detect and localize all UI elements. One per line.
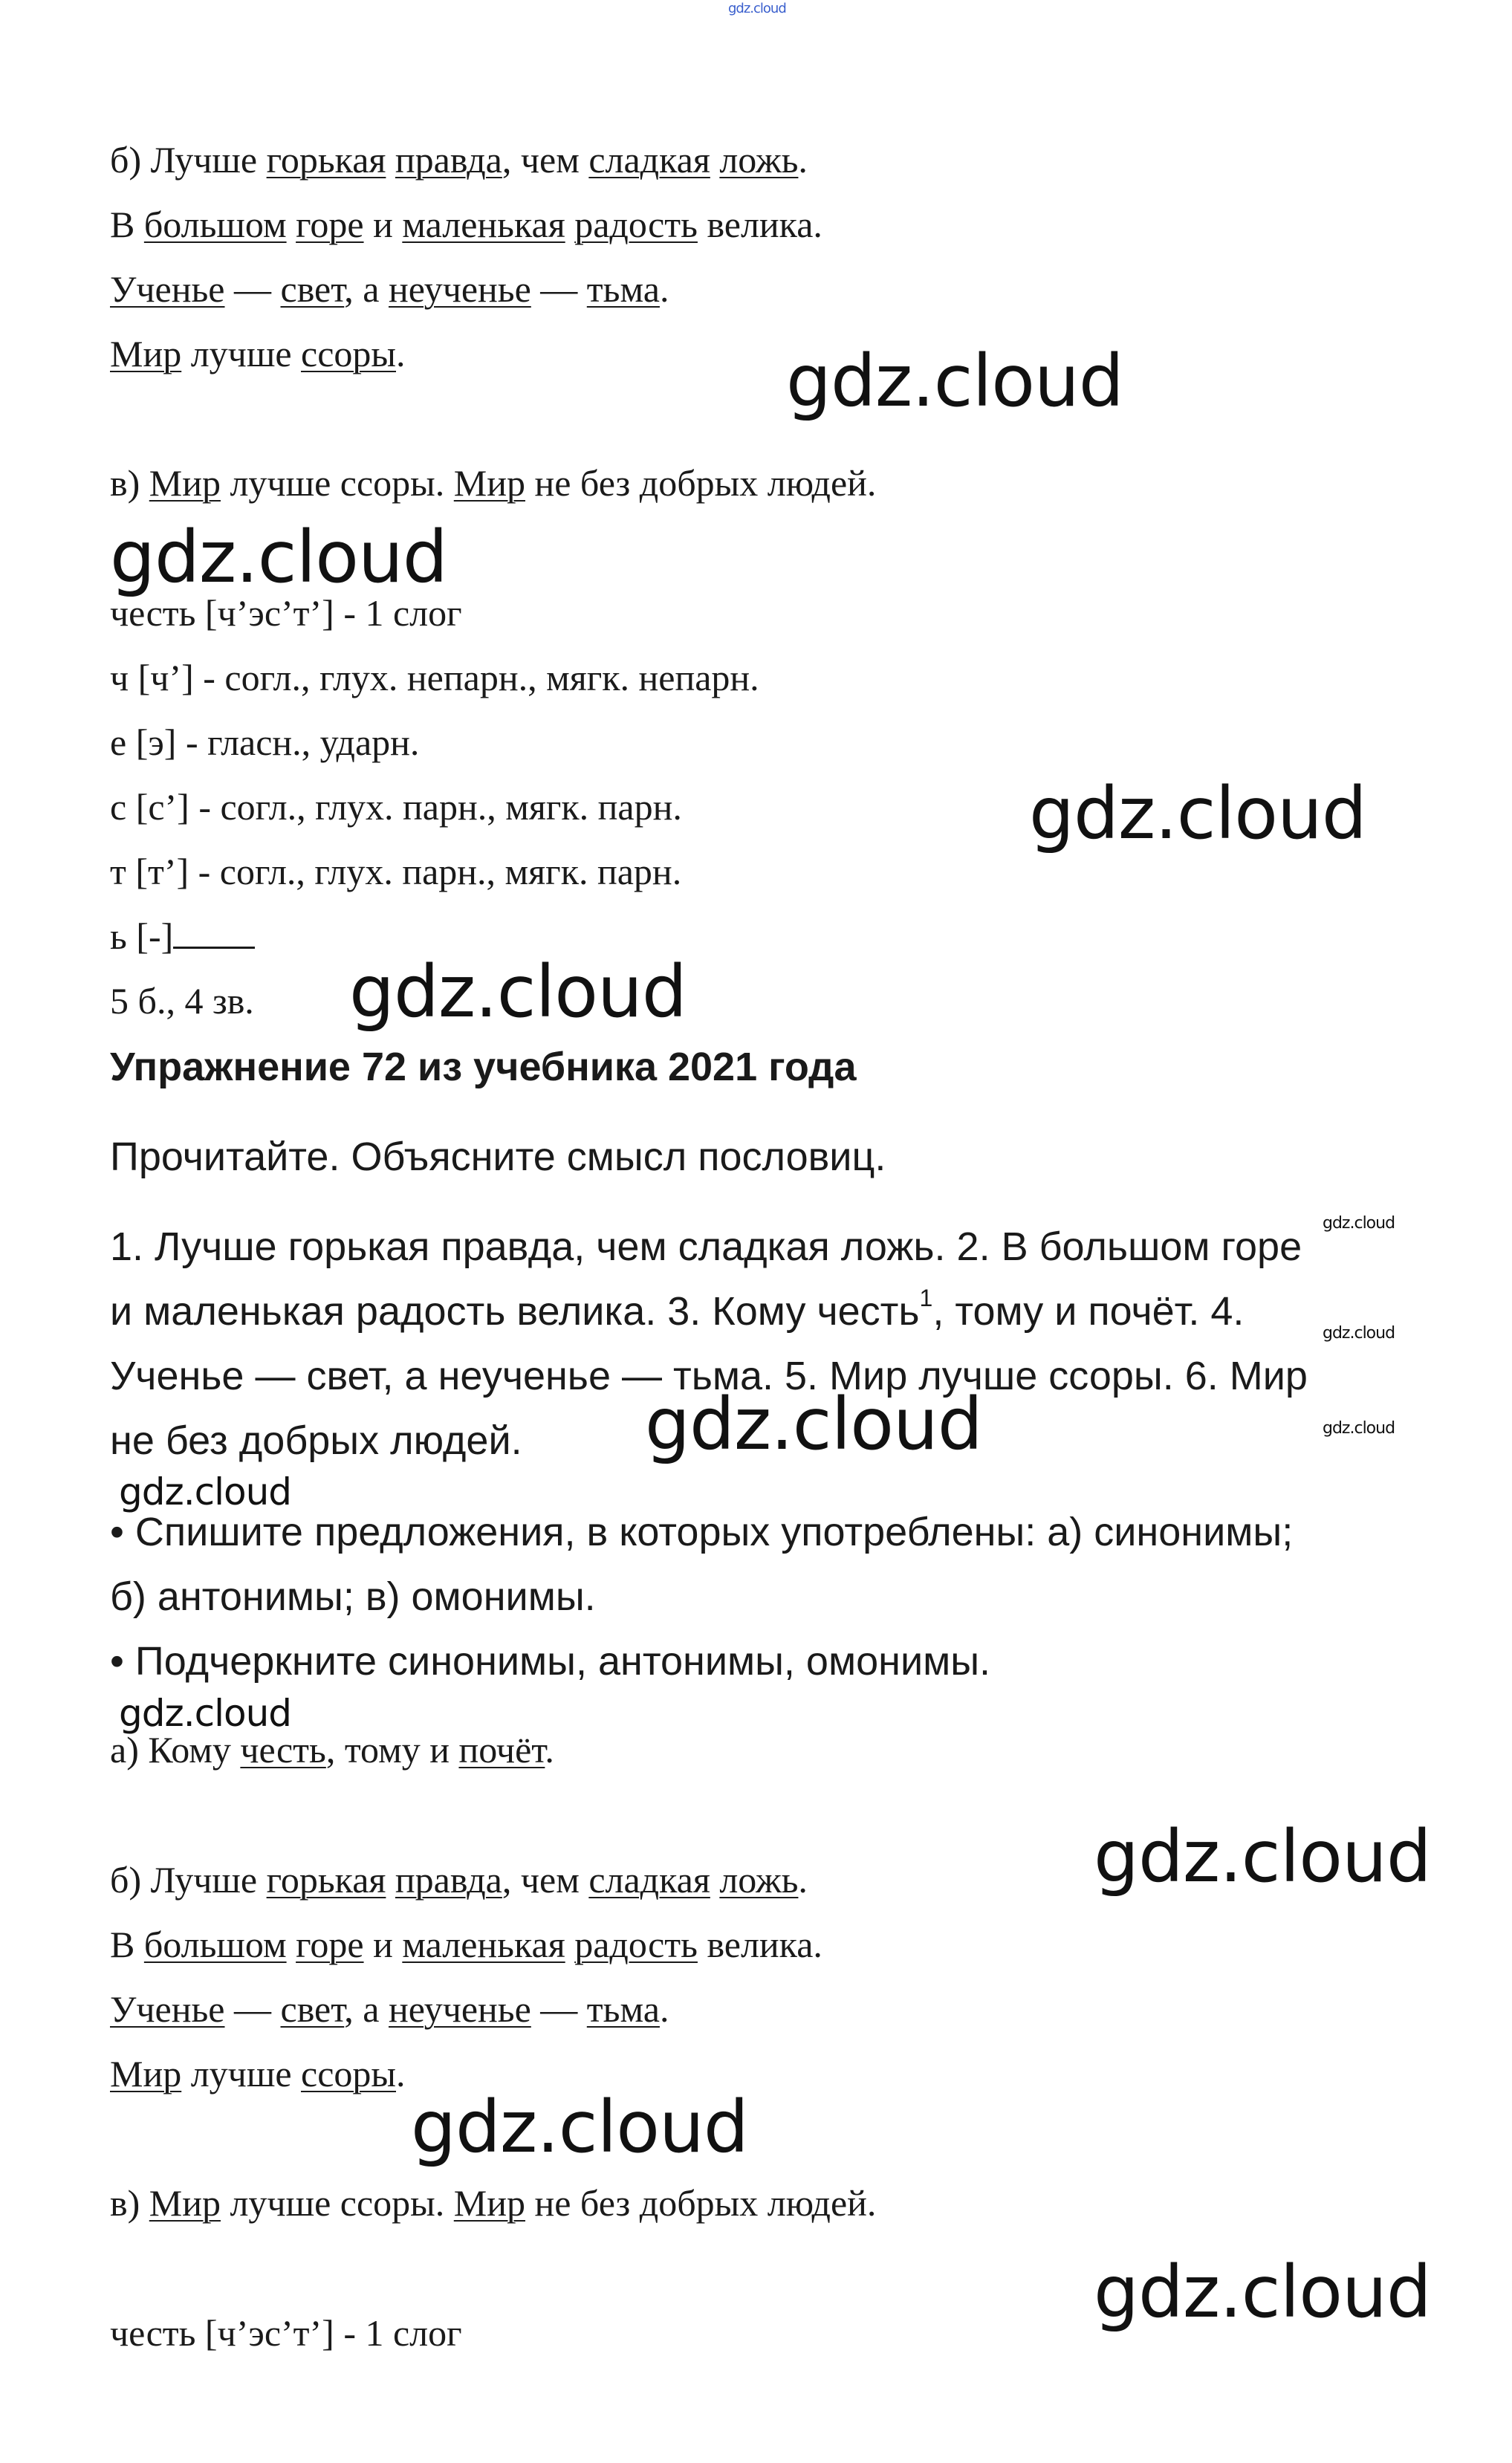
exercise-instruction: Прочитайте. Объясните смысл пословиц. (110, 1135, 886, 1179)
watermark: gdz.cloud (411, 2086, 748, 2169)
sentence-v: в) Мир лучше ссоры. Мир не без добрых людей. (110, 2182, 877, 2224)
phonetic-line: т [т’] - согл., глух. парн., мягк. парн. (110, 851, 682, 892)
watermark: gdz.cloud (1094, 1815, 1431, 1898)
watermark: gdz.cloud (110, 516, 447, 599)
sentence-b-line1: б) Лучше горькая правда, чем сладкая ложь. (110, 139, 808, 181)
sentence-b-line3: Ученье — свет, а неученье — тьма. (110, 1988, 669, 2030)
watermark: gdz.cloud (1323, 1419, 1395, 1438)
sentence-b-line4: Мир лучше ссоры. (110, 2053, 406, 2094)
exercise-text-line: Ученье — свет, а неученье — тьма. 5. Мир лучше ссоры. 6. Мир (110, 1354, 1308, 1398)
watermark: gdz.cloud (1323, 1324, 1395, 1343)
underlined-word: правда (395, 139, 502, 181)
blank-underline (173, 917, 255, 949)
phonetic-line: честь [ч’эс’т’] - 1 слог (110, 2312, 462, 2354)
watermark: gdz.cloud (1094, 2251, 1431, 2334)
phonetic-line: честь [ч’эс’т’] - 1 слог (110, 592, 462, 634)
sentence-b-line2: В большом горе и маленькая радость велика. (110, 204, 822, 245)
watermark: gdz.cloud (349, 950, 687, 1033)
exercise-text-line: 1. Лучше горькая правда, чем сладкая ложь. 2. В большом горе (110, 1224, 1302, 1269)
footnote-marker: 1 (919, 1285, 933, 1311)
watermark: gdz.cloud (786, 340, 1123, 423)
top-logo: gdz.cloud (728, 1, 786, 16)
watermark: gdz.cloud (645, 1383, 982, 1466)
sentence-b-line3: Ученье — свет, а неученье — тьма. (110, 268, 669, 310)
watermark: gdz.cloud (119, 1692, 292, 1735)
watermark: gdz.cloud (1029, 772, 1366, 855)
sentence-a: а) Кому честь, тому и почёт. (110, 1729, 554, 1771)
phonetic-line: 5 б., 4 зв. (110, 980, 254, 1022)
underlined-word: ложь (719, 139, 799, 181)
task-line: б) антонимы; в) омонимы. (110, 1574, 596, 1619)
underlined-word: сладкая (588, 139, 710, 181)
sentence-v: в) Мир лучше ссоры. Мир не без добрых людей. (110, 462, 877, 504)
phonetic-line: ь [-] (110, 914, 255, 958)
sentence-b-line1: б) Лучше горькая правда, чем сладкая ложь. (110, 1859, 808, 1901)
task-line: • Спишите предложения, в которых употреблены: а) синонимы; (110, 1510, 1294, 1554)
sentence-b-line4: Мир лучше ссоры. (110, 333, 406, 374)
phonetic-line: ч [ч’] - согл., глух. непарн., мягк. непарн. (110, 657, 759, 698)
phonetic-line: с [с’] - согл., глух. парн., мягк. парн. (110, 786, 682, 828)
sentence-b-line2: В большом горе и маленькая радость велика. (110, 1924, 822, 1965)
watermark: gdz.cloud (1323, 1214, 1395, 1233)
exercise-text-line: не без добрых людей. (110, 1418, 522, 1463)
phonetic-line: е [э] - гласн., ударн. (110, 721, 420, 763)
watermark: gdz.cloud (119, 1470, 292, 1513)
exercise-text-line: и маленькая радость велика. 3. Кому честь$^1$, тому и почёт. 4. (110, 1285, 1245, 1334)
underlined-word: горькая (266, 139, 386, 181)
task-line: • Подчеркните синонимы, антонимы, омонимы. (110, 1639, 991, 1684)
exercise-heading: Упражнение 72 из учебника 2021 года (110, 1045, 857, 1089)
